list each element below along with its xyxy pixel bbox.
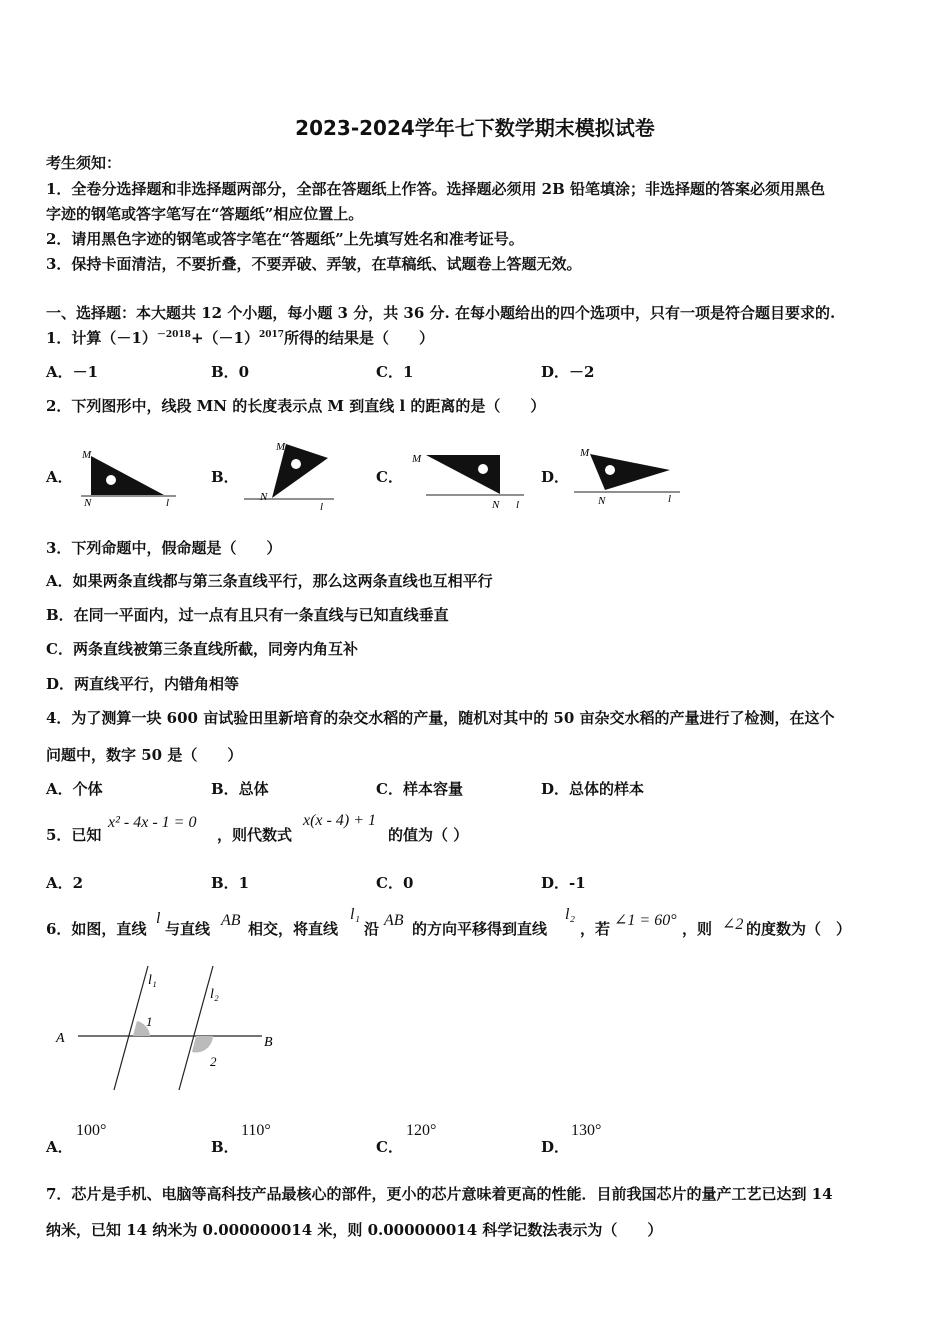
q6-math-ab-1: AB [221, 912, 241, 929]
q2-figure-a [76, 440, 186, 512]
q4-option-b[interactable]: B．总体 [211, 780, 269, 798]
q6-text-7: ，则 [682, 920, 713, 938]
q2-option-c[interactable]: C． [376, 468, 403, 486]
q3-option-b[interactable]: B．在同一平面内，过一点有且只有一条直线与已知直线垂直 [46, 606, 449, 624]
question-7-line-2: 纳米，已知 14 纳米为 0.000000014 米，则 0.000000014 科学记数法表示为（ ） [46, 1221, 663, 1239]
q6-option-c-value: 120° [406, 1122, 437, 1139]
section-heading: 一、选择题：本大题共 12 个小题，每小题 3 分，共 36 分. 在每小题给出的四个选项中，只有一项是符合题目要求的. [46, 304, 836, 322]
q2d-label-m: M [580, 447, 590, 459]
q2c-label-m: M [412, 453, 422, 465]
q5-equation-2: x(x - 4) + 1 [303, 812, 376, 829]
q5-option-d[interactable]: D．-1 [541, 874, 586, 892]
notice-line-1b: 字迹的钢笔或答字笔写在“答题纸”相应位置上。 [46, 205, 364, 223]
question-3: 3．下列命题中，假命题是（ ） [46, 539, 282, 557]
q6-math-l1: l₁ [350, 906, 361, 923]
q6-math-l2: l₂ [565, 906, 576, 923]
notice-heading: 考生须知： [46, 154, 122, 172]
q1-text-3: 所得的结果是（ ） [284, 329, 435, 347]
notice-line-2: 2．请用黑色字迹的钢笔或答字笔在“答题纸”上先填写姓名和准考证号。 [46, 230, 524, 248]
q2-option-d[interactable]: D． [541, 468, 570, 486]
q5-option-c[interactable]: C．0 [376, 874, 414, 892]
q2b-label-n: N [260, 491, 268, 503]
q5-text-1: 5．已知 [46, 826, 102, 844]
q2-figure-d [572, 440, 684, 512]
q6-fig-label-a: A [56, 1031, 65, 1046]
q6-fig-angle-2: 2 [210, 1054, 217, 1069]
q6-text-4: 沿 [364, 920, 380, 938]
q4-option-c[interactable]: C．样本容量 [376, 780, 463, 798]
q6-math-angle2: ∠2 [722, 916, 744, 933]
q2c-label-l: l [516, 499, 520, 511]
q6-option-d[interactable]: D． [541, 1138, 570, 1156]
q4-option-d[interactable]: D．总体的样本 [541, 780, 645, 798]
q6-text-5: 的方向平移得到直线 [412, 920, 548, 938]
q6-fig-label-l1: l₁ [148, 973, 157, 988]
q2-option-a[interactable]: A． [46, 468, 73, 486]
q6-option-b-value: 110° [241, 1122, 271, 1139]
question-7-line-1: 7．芯片是手机、电脑等高科技产品最核心的部件，更小的芯片意味着更高的性能．目前我国芯片的量产工艺已达到 14 [46, 1185, 833, 1203]
q6-math-l: l [156, 910, 161, 927]
q6-text-2: 与直线 [165, 920, 211, 938]
q2-option-b[interactable]: B． [211, 468, 239, 486]
q6-math-angle1: ∠1 = 60° [614, 912, 677, 929]
q2d-label-n: N [598, 495, 606, 507]
q1-text-2: +（－1） [190, 329, 259, 347]
q6-option-b[interactable]: B． [211, 1138, 239, 1156]
q6-option-c[interactable]: C． [376, 1138, 403, 1156]
q6-option-a[interactable]: A． [46, 1138, 73, 1156]
q2c-label-n: N [492, 499, 500, 511]
q6-text-1: 6．如图，直线 [46, 920, 147, 938]
q6-fig-angle-1: 1 [146, 1014, 153, 1029]
q5-equation-1: x² - 4x - 1 = 0 [108, 814, 197, 831]
q6-text-6: ，若 [580, 920, 611, 938]
q6-text-3: 相交，将直线 [248, 920, 339, 938]
q3-option-c[interactable]: C．两条直线被第三条直线所截，同旁内角互补 [46, 640, 358, 658]
q1-option-a[interactable]: A．－1 [46, 363, 99, 381]
q5-text-3: 的值为（ ） [388, 826, 469, 844]
q6-fig-label-b: B [264, 1035, 273, 1050]
question-4-line-1: 4．为了测算一块 600 亩试验田里新培育的杂交水稻的产量，随机对其中的 50 亩杂交水稻的产量进行了检测，在这个 [46, 709, 835, 727]
q2a-label-l: l [166, 497, 170, 509]
q1-option-b[interactable]: B．0 [211, 363, 250, 381]
q2-figure-c [406, 440, 532, 512]
q2-figure-b [240, 436, 340, 514]
q5-option-a[interactable]: A．2 [46, 874, 84, 892]
page-title: 2023-2024学年七下数学期末模拟试卷 [295, 116, 655, 140]
q1-text-1: 1．计算（－1） [46, 329, 157, 347]
q2b-label-l: l [320, 501, 324, 513]
q6-math-ab-2: AB [384, 912, 404, 929]
question-1 [46, 327, 434, 348]
question-4-line-2: 问题中，数字 50 是（ ） [46, 746, 243, 764]
q5-option-b[interactable]: B．1 [211, 874, 250, 892]
q2a-label-m: M [82, 449, 92, 461]
notice-line-1a: 1．全卷分选择题和非选择题两部分，全部在答题纸上作答。选择题必须用 2B 铅笔填涂；非选择题的答案必须用黑色 [46, 180, 826, 198]
q3-option-a[interactable]: A．如果两条直线都与第三条直线平行，那么这两条直线也互相平行 [46, 572, 493, 590]
q6-fig-label-l2: l₂ [210, 987, 219, 1002]
q2b-label-m: M [276, 441, 286, 453]
q6-option-d-value: 130° [571, 1122, 602, 1139]
q1-exponent-1: －2018 [156, 330, 191, 340]
q2d-label-l: l [668, 493, 672, 505]
q2a-label-n: N [84, 497, 92, 509]
q1-option-d[interactable]: D．－2 [541, 363, 595, 381]
q4-option-a[interactable]: A．个体 [46, 780, 103, 798]
q6-option-a-value: 100° [76, 1122, 107, 1139]
q1-exponent-2: 2017 [258, 330, 285, 340]
q1-option-c[interactable]: C．1 [376, 363, 414, 381]
notice-line-3: 3．保持卡面清洁，不要折叠，不要弄破、弄皱，在草稿纸、试题卷上答题无效。 [46, 255, 582, 273]
q5-text-2: ，则代数式 [217, 826, 293, 844]
q3-option-d[interactable]: D．两直线平行，内错角相等 [46, 675, 240, 693]
q6-text-8: 的度数为（ ） [746, 920, 852, 938]
question-2: 2．下列图形中，线段 MN 的长度表示点 M 到直线 l 的距离的是（ ） [46, 397, 546, 415]
q6-figure [50, 958, 290, 1098]
